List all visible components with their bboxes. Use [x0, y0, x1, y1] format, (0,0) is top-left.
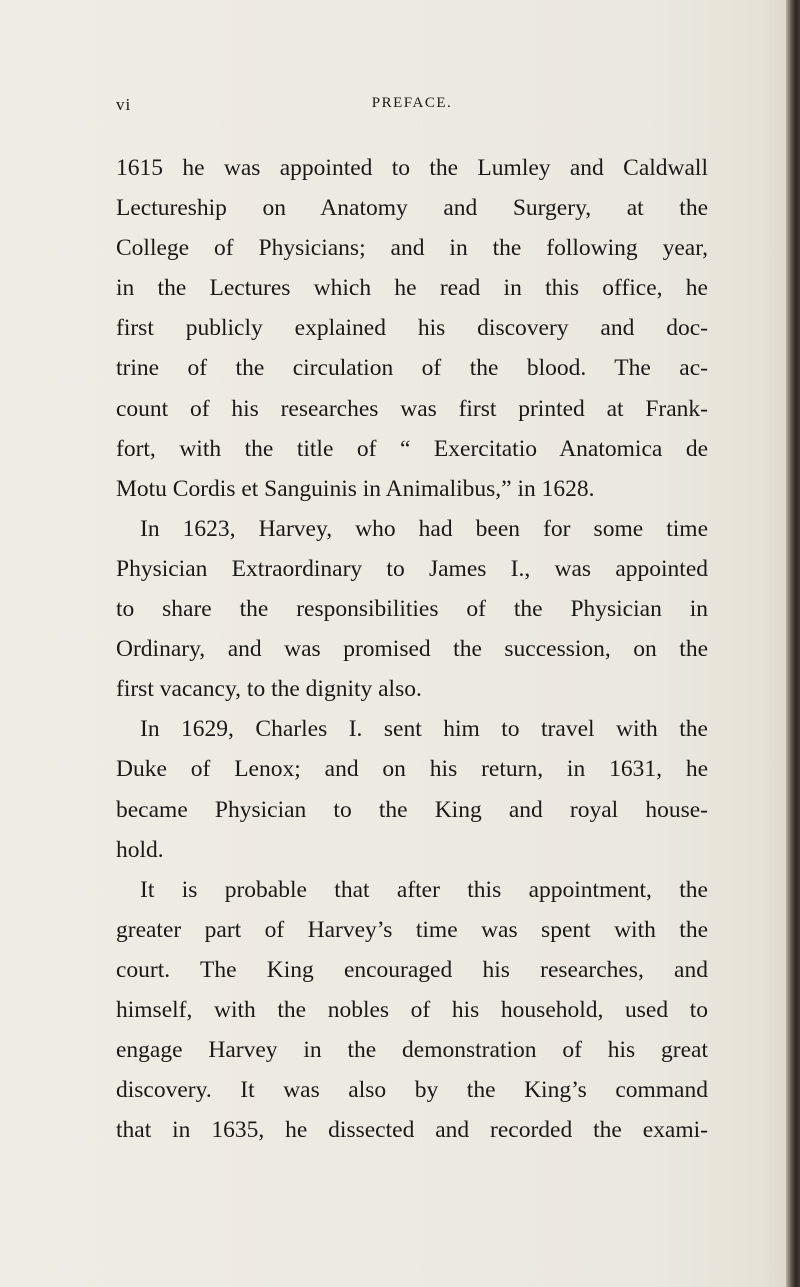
text-line: Physician Extraordinary to James I., was appointed [116, 555, 708, 582]
text-line: College of Physicians; and in the following year, [116, 235, 708, 262]
text-line: hold. [116, 836, 164, 863]
text-line: that in 1635, he dissected and recorded the exami- [116, 1117, 708, 1144]
text-line: trine of the circulation of the blood. The ac- [116, 355, 708, 382]
page-number: vi [116, 95, 132, 114]
text-line: Motu Cordis et Sanguinis in Animalibus,” in 1628. [116, 475, 595, 502]
text-line: himself, with the nobles of his household, used to [116, 996, 708, 1023]
text-line: in the Lectures which he read in this office, he [116, 275, 708, 302]
text-line: engage Harvey in the demonstration of his great [116, 1037, 708, 1064]
text-line: fort, with the title of “ Exercitatio Anatomica de [116, 435, 708, 462]
body-text [116, 148, 708, 1150]
text-line: became Physician to the King and royal house- [116, 796, 708, 823]
page-binding-edge [786, 0, 800, 1287]
text-line: court. The King encouraged his researches, and [116, 956, 708, 983]
text-line: count of his researches was first printed at Frank- [116, 395, 708, 422]
running-title: PREFACE. [371, 95, 453, 111]
text-line: Duke of Lenox; and on his return, in 1631, he [116, 756, 708, 783]
text-line: first publicly explained his discovery and doc- [116, 315, 708, 342]
text-line: first vacancy, to the dignity also. [116, 676, 422, 703]
text-line: discovery. It was also by the King’s command [116, 1077, 708, 1104]
paragraph-first-line: In 1623, Harvey, who had been for some time [140, 515, 708, 542]
text-line: 1615 he was appointed to the Lumley and Caldwall [116, 155, 708, 181]
text-line: Ordinary, and was promised the succession, on the [116, 636, 708, 663]
text-line: to share the responsibilities of the Physician in [116, 596, 708, 623]
running-head [116, 95, 708, 119]
paragraph-first-line: It is probable that after this appointment, the [140, 876, 708, 903]
paragraph-first-line: In 1629, Charles I. sent him to travel with the [140, 716, 708, 743]
text-line: Lectureship on Anatomy and Surgery, at the [116, 195, 708, 222]
text-line: greater part of Harvey’s time was spent with the [116, 916, 708, 943]
